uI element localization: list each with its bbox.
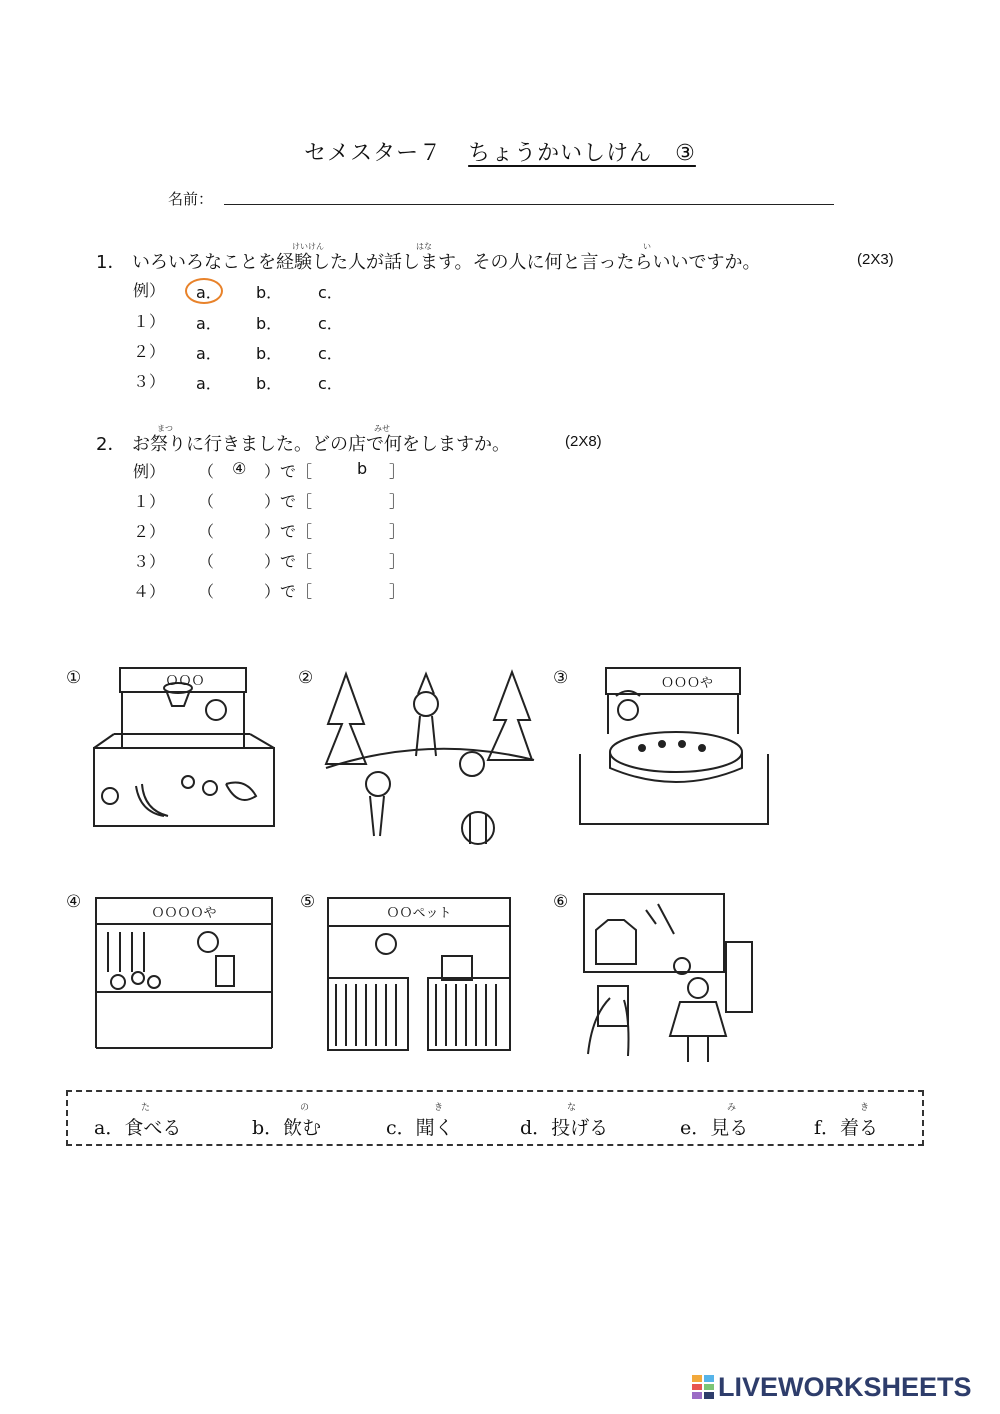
q2-close-bracket: ］ [389,552,406,571]
q2-open-paren: （ [198,552,215,571]
q1-option-a[interactable]: a． [196,344,222,363]
picture-number: ② [298,668,314,688]
q2-mid: ）で［ [264,522,313,541]
q2-close-bracket: ］ [389,462,406,481]
choice-a [94,1113,181,1140]
q1-ruby-hana: はな [416,242,432,251]
picture-pet-stall [324,894,514,1054]
picture-food-stall [92,894,276,1052]
logo-text: LIVEWORKSHEETS [718,1372,972,1402]
q2-close-bracket: ］ [389,582,406,601]
choice-ruby: き [860,1103,870,1113]
liveworksheets-logo-icon [692,1375,714,1399]
picture-fruit-stall [90,664,280,830]
choice-letter: e． [680,1117,711,1139]
picture-number: ④ [66,892,82,912]
q2-shop-input[interactable] [232,549,262,569]
q2-verb-input[interactable] [340,579,386,599]
choice-d [520,1113,608,1140]
choice-ruby: た [141,1103,151,1113]
q2-points: (2X8) [565,433,602,450]
q1-option-b[interactable]: b． [256,314,283,333]
q2-mid: ）で［ [264,462,313,481]
q1-number: 1． [96,252,126,273]
picture-sign: ＯＯペット [386,906,452,921]
answer-circle [185,278,223,304]
q2-verb-input[interactable]: b [357,459,368,478]
q1-row-label: ２） [133,342,166,361]
title-test: ちょうかいしけん ③ [468,141,696,166]
choice-c [386,1113,454,1140]
picture-sign: ＯＯＯ [165,674,205,689]
choice-word: 着る [840,1117,879,1139]
picture-sign: ＯＯＯＯや [151,906,217,921]
choice-word: 食べる [124,1117,182,1139]
q1-ruby-i: い [643,242,651,251]
q2-open-paren: （ [198,462,215,481]
name-label: 名前： [168,190,214,208]
picture-number: ③ [553,668,569,688]
q2-shop-input[interactable] [232,579,262,599]
q1-option-b[interactable]: b． [256,344,283,363]
q2-verb-input[interactable] [340,519,386,539]
q2-number: 2． [96,434,126,455]
picture-number: ⑤ [300,892,316,912]
q2-open-paren: （ [198,522,215,541]
q1-option-a[interactable]: a． [196,283,222,302]
picture-clothes-stall [574,890,758,1068]
choice-word: 投げる [551,1117,609,1139]
picture-cake-stall [576,664,772,828]
choice-letter: f． [814,1117,841,1139]
choice-letter: d． [520,1117,552,1139]
q1-option-c[interactable]: c． [318,283,343,302]
q1-option-c[interactable]: c． [318,374,343,393]
q1-row-label: 例） [133,281,166,300]
q2-verb-input[interactable] [340,489,386,509]
q1-option-a[interactable]: a． [196,374,222,393]
q2-mid: ）で［ [264,582,313,601]
q2-close-bracket: ］ [389,522,406,541]
choice-word: 見る [710,1117,749,1139]
q2-row-label: ３） [133,552,166,571]
q2-row-label: １） [133,492,166,511]
q1-option-b[interactable]: b． [256,283,283,302]
choice-letter: a． [94,1117,125,1139]
page-title [0,136,1000,167]
choice-ruby: き [434,1103,444,1113]
choice-e [680,1113,748,1140]
q2-ruby-matsu: まつ [157,424,173,433]
choices-box [66,1090,924,1146]
choice-word: 飲む [283,1117,322,1139]
choice-letter: b． [252,1117,284,1139]
q1-row-label: ３） [133,372,166,391]
q2-shop-input[interactable]: ④ [232,459,247,478]
choice-ruby: み [727,1103,737,1113]
q2-row-label: ４） [133,582,166,601]
q2-mid: ）で［ [264,492,313,511]
q1-option-b[interactable]: b． [256,374,283,393]
name-field[interactable] [224,204,834,205]
q2-row-label: ２） [133,522,166,541]
choice-letter: c． [386,1117,416,1139]
q2-mid: ）で［ [264,552,313,571]
q1-ruby-keiken: けいけん [292,242,324,251]
q2-close-bracket: ］ [389,492,406,511]
q2-text: お祭りに行きました。どの店で何をしますか。 [132,434,510,455]
choice-word: 聞く [415,1117,454,1139]
choice-ruby: の [300,1103,310,1113]
q1-option-c[interactable]: c． [318,344,343,363]
q2-row-label: 例） [133,462,166,481]
q1-option-c[interactable]: c． [318,314,343,333]
liveworksheets-logo[interactable] [692,1372,972,1403]
choice-b [252,1113,321,1140]
title-semester: セメスター７ [304,141,443,166]
q2-shop-input[interactable] [232,519,262,539]
picture-number: ① [66,668,82,688]
q2-open-paren: （ [198,492,215,511]
q1-text: いろいろなことを経験した人が話します。その人に何と言ったらいいですか。 [132,252,761,273]
q1-option-a[interactable]: a． [196,314,222,333]
q2-verb-input[interactable] [340,549,386,569]
choice-ruby: な [567,1103,577,1113]
q2-open-paren: （ [198,582,215,601]
q1-row-label: １） [133,312,166,331]
choice-f [814,1113,878,1140]
q2-ruby-mise: みせ [374,424,390,433]
picture-cats-circus [322,664,538,846]
picture-number: ⑥ [553,892,569,912]
q1-points: (2X3) [857,251,894,268]
picture-sign: ＯＯＯや [660,676,713,691]
q2-shop-input[interactable] [232,489,262,509]
